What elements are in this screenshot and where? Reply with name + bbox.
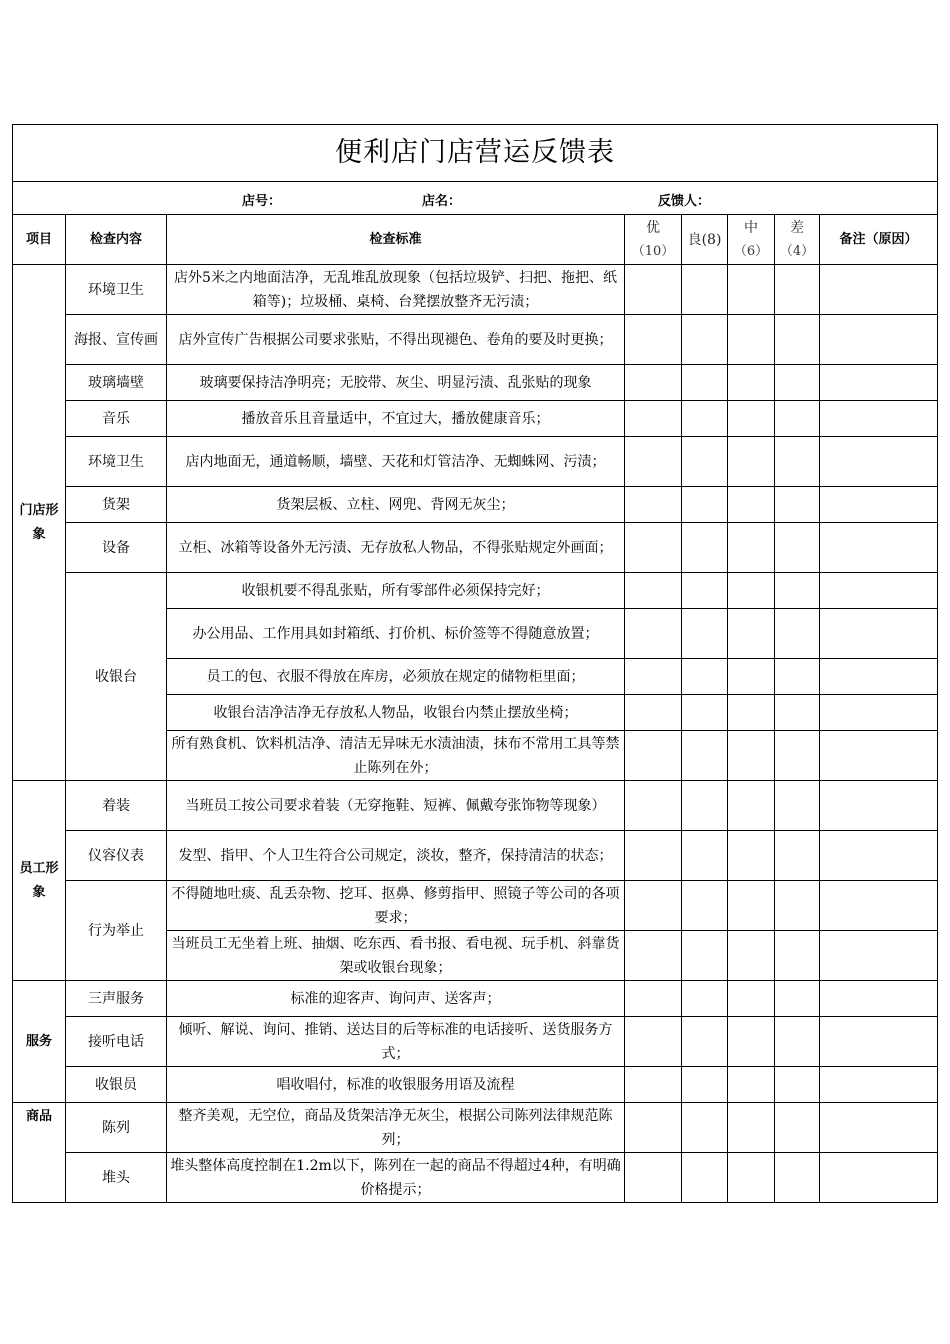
header-poor-label: 差 [790,219,804,236]
remarks-cell[interactable] [820,265,938,315]
table-row [13,1067,938,1103]
table-row [13,365,938,401]
grade-cell-medium[interactable] [728,1067,775,1103]
grade-cell-poor[interactable] [775,315,820,365]
check-item-cell: 接听电话 [66,1017,167,1067]
grade-cell-medium[interactable] [728,659,775,695]
check-standard-cell: 收银机要不得乱张贴，所有零部件必须保持完好； [167,573,625,609]
grade-cell-excellent[interactable] [625,695,682,731]
category-cell: 服务 [13,981,66,1103]
grade-cell-poor[interactable] [775,487,820,523]
check-item-cell: 货架 [66,487,167,523]
grade-cell-excellent[interactable] [625,265,682,315]
grade-cell-good[interactable] [682,695,728,731]
check-item-cell: 陈列 [66,1103,167,1153]
grade-cell-medium[interactable] [728,1017,775,1067]
check-standard-cell: 倾听、解说、询问、推销、送达目的后等标准的电话接听、送货服务方式； [167,1017,625,1067]
check-item-cell: 玻璃墙壁 [66,365,167,401]
table-row [13,487,938,523]
grade-cell-poor[interactable] [775,1067,820,1103]
form-info-row [13,182,938,215]
category-cell: 员工形象 [13,781,66,981]
check-standard-cell: 不得随地吐痰、乱丢杂物、挖耳、抠鼻、修剪指甲、照镜子等公司的各项要求； [167,881,625,931]
check-standard-cell: 货架层板、立柱、网兜、背网无灰尘； [167,487,625,523]
grade-cell-poor[interactable] [775,981,820,1017]
remarks-cell[interactable] [820,1103,938,1153]
remarks-cell[interactable] [820,609,938,659]
grade-cell-excellent[interactable] [625,931,682,981]
grade-cell-excellent[interactable] [625,1017,682,1067]
header-medium-label: 中 [744,219,758,236]
remarks-cell[interactable] [820,437,938,487]
grade-cell-poor[interactable] [775,1153,820,1203]
grade-cell-good[interactable] [682,609,728,659]
remarks-cell[interactable] [820,523,938,573]
grade-cell-poor[interactable] [775,1017,820,1067]
remarks-cell[interactable] [820,981,938,1017]
check-standard-cell: 整齐美观，无空位，商品及货架洁净无灰尘，根据公司陈列法律规范陈列； [167,1103,625,1153]
grade-cell-medium[interactable] [728,781,775,831]
category-cell: 门店形象 [13,265,66,781]
check-standard-cell: 玻璃要保持洁净明亮；无胶带、灰尘、明显污渍、乱张贴的现象 [167,365,625,401]
grade-cell-good[interactable] [682,573,728,609]
grade-cell-excellent[interactable] [625,401,682,437]
remarks-cell[interactable] [820,831,938,881]
check-standard-cell: 员工的包、衣服不得放在库房，必须放在规定的储物柜里面； [167,659,625,695]
grade-cell-excellent[interactable] [625,573,682,609]
grade-cell-poor[interactable] [775,781,820,831]
grade-cell-poor[interactable] [775,1103,820,1153]
store-no-label: 店号： [242,194,282,209]
remarks-cell[interactable] [820,781,938,831]
grade-cell-medium[interactable] [728,365,775,401]
grade-cell-poor[interactable] [775,437,820,487]
table-row [13,1153,938,1203]
grade-cell-poor[interactable] [775,365,820,401]
grade-cell-good[interactable] [682,523,728,573]
grade-cell-poor[interactable] [775,609,820,659]
grade-cell-excellent[interactable] [625,781,682,831]
check-standard-cell: 标准的迎客声、询问声、送客声； [167,981,625,1017]
header-poor-score: （4） [779,243,815,259]
grade-cell-medium[interactable] [728,315,775,365]
remarks-cell[interactable] [820,1153,938,1203]
grade-cell-good[interactable] [682,659,728,695]
grade-cell-medium[interactable] [728,437,775,487]
grade-cell-good[interactable] [682,365,728,401]
grade-cell-poor[interactable] [775,659,820,695]
grade-cell-good[interactable] [682,487,728,523]
remarks-cell[interactable] [820,1017,938,1067]
check-item-cell: 环境卫生 [66,265,167,315]
grade-cell-medium[interactable] [728,401,775,437]
grade-cell-medium[interactable] [728,731,775,781]
grade-cell-excellent[interactable] [625,881,682,931]
feedback-person-label: 反馈人： [658,194,711,209]
grade-cell-excellent[interactable] [625,437,682,487]
form-body [13,265,938,1203]
header-project: 项目 [13,215,66,265]
grade-cell-good[interactable] [682,1017,728,1067]
remarks-cell[interactable] [820,931,938,981]
grade-cell-poor[interactable] [775,573,820,609]
check-item-cell: 三声服务 [66,981,167,1017]
check-standard-cell: 立柜、冰箱等设备外无污渍、无存放私人物品，不得张贴规定外画面； [167,523,625,573]
check-standard-cell: 店内地面无，通道畅顺，墙壁、天花和灯管洁净、无蜘蛛网、污渍； [167,437,625,487]
grade-cell-good[interactable] [682,731,728,781]
remarks-cell[interactable] [820,1067,938,1103]
table-row [13,265,938,315]
grade-cell-excellent[interactable] [625,609,682,659]
table-row [13,401,938,437]
table-row [13,981,938,1017]
remarks-cell[interactable] [820,401,938,437]
grade-cell-excellent[interactable] [625,831,682,881]
remarks-cell[interactable] [820,315,938,365]
check-standard-cell: 堆头整体高度控制在1.2m以下，陈列在一起的商品不得超过4种，有明确价格提示； [167,1153,625,1203]
grade-cell-excellent[interactable] [625,365,682,401]
grade-cell-medium[interactable] [728,487,775,523]
grade-cell-medium[interactable] [728,981,775,1017]
check-standard-cell: 收银台洁净洁净无存放私人物品，收银台内禁止摆放坐椅； [167,695,625,731]
header-remarks: 备注（原因） [820,215,938,265]
grade-cell-excellent[interactable] [625,523,682,573]
store-name-label: 店名： [422,194,462,209]
grade-cell-medium[interactable] [728,265,775,315]
check-item-cell: 设备 [66,523,167,573]
table-row [13,1017,938,1067]
grade-cell-medium[interactable] [728,881,775,931]
table-row [13,523,938,573]
grade-cell-good[interactable] [682,315,728,365]
table-row [13,781,938,831]
grade-cell-medium[interactable] [728,831,775,881]
header-excellent-score: （10） [631,243,675,259]
header-medium-score: （6） [733,243,769,259]
grade-cell-medium[interactable] [728,523,775,573]
header-excellent [625,215,682,265]
grade-cell-good[interactable] [682,1067,728,1103]
header-standard: 检查标准 [167,215,625,265]
grade-cell-good[interactable] [682,831,728,881]
check-item-cell: 收银员 [66,1067,167,1103]
table-row [13,315,938,365]
remarks-cell[interactable] [820,365,938,401]
table-row [13,831,938,881]
grade-cell-excellent[interactable] [625,315,682,365]
grade-cell-medium[interactable] [728,1153,775,1203]
check-item-cell: 音乐 [66,401,167,437]
check-item-cell: 行为举止 [66,881,167,981]
grade-cell-good[interactable] [682,931,728,981]
form-title: 便利店门店营运反馈表 [13,125,938,182]
grade-cell-medium[interactable] [728,1103,775,1153]
grade-cell-medium[interactable] [728,931,775,981]
check-standard-cell: 店外5米之内地面洁净，无乱堆乱放现象（包括垃圾铲、扫把、拖把、纸箱等)；垃圾桶、桌椅、台凳摆放整齐无污渍； [167,265,625,315]
grade-cell-poor[interactable] [775,265,820,315]
table-row [13,881,938,931]
remarks-cell[interactable] [820,573,938,609]
grade-cell-medium[interactable] [728,609,775,659]
grade-cell-good[interactable] [682,401,728,437]
check-standard-cell: 播放音乐且音量适中，不宜过大，播放健康音乐； [167,401,625,437]
check-standard-cell: 唱收唱付，标准的收银服务用语及流程 [167,1067,625,1103]
grade-cell-excellent[interactable] [625,1103,682,1153]
grade-cell-excellent[interactable] [625,731,682,781]
header-content: 检查内容 [66,215,167,265]
grade-cell-poor[interactable] [775,523,820,573]
header-excellent-label: 优 [646,219,660,236]
check-item-cell: 堆头 [66,1153,167,1203]
check-item-cell: 海报、宣传画 [66,315,167,365]
check-standard-cell: 办公用品、工作用具如封箱纸、打价机、标价签等不得随意放置； [167,609,625,659]
remarks-cell[interactable] [820,487,938,523]
table-row [13,437,938,487]
header-medium [728,215,775,265]
feedback-form-table [12,124,938,1203]
grade-cell-poor[interactable] [775,881,820,931]
grade-cell-excellent[interactable] [625,659,682,695]
table-row [13,573,938,609]
grade-cell-poor[interactable] [775,931,820,981]
table-row [13,1103,938,1153]
grade-cell-excellent[interactable] [625,1067,682,1103]
grade-cell-medium[interactable] [728,573,775,609]
check-item-cell: 着装 [66,781,167,831]
grade-cell-good[interactable] [682,437,728,487]
grade-cell-poor[interactable] [775,831,820,881]
check-standard-cell: 当班员工无坐着上班、抽烟、吃东西、看书报、看电视、玩手机、斜靠货架或收银台现象； [167,931,625,981]
grade-cell-good[interactable] [682,1103,728,1153]
header-poor [775,215,820,265]
header-good: 良(8) [682,215,728,265]
grade-cell-good[interactable] [682,781,728,831]
grade-cell-good[interactable] [682,981,728,1017]
check-item-cell: 仪容仪表 [66,831,167,881]
grade-cell-excellent[interactable] [625,981,682,1017]
remarks-cell[interactable] [820,695,938,731]
grade-cell-good[interactable] [682,881,728,931]
remarks-cell[interactable] [820,881,938,931]
grade-cell-poor[interactable] [775,731,820,781]
check-item-cell: 环境卫生 [66,437,167,487]
grade-cell-good[interactable] [682,265,728,315]
category-cell: 商品 [13,1103,66,1203]
check-standard-cell: 所有熟食机、饮料机洁净、清洁无异味无水渍油渍，抹布不常用工具等禁止陈列在外； [167,731,625,781]
check-standard-cell: 店外宣传广告根据公司要求张贴，不得出现褪色、卷角的要及时更换； [167,315,625,365]
grade-cell-excellent[interactable] [625,1153,682,1203]
check-item-cell: 收银台 [66,573,167,781]
grade-cell-medium[interactable] [728,695,775,731]
grade-cell-excellent[interactable] [625,487,682,523]
remarks-cell[interactable] [820,659,938,695]
check-standard-cell: 发型、指甲、个人卫生符合公司规定，淡妆，整齐，保持清洁的状态； [167,831,625,881]
grade-cell-good[interactable] [682,1153,728,1203]
grade-cell-poor[interactable] [775,401,820,437]
grade-cell-poor[interactable] [775,695,820,731]
remarks-cell[interactable] [820,731,938,781]
check-standard-cell: 当班员工按公司要求着装（无穿拖鞋、短裤、佩戴夸张饰物等现象） [167,781,625,831]
